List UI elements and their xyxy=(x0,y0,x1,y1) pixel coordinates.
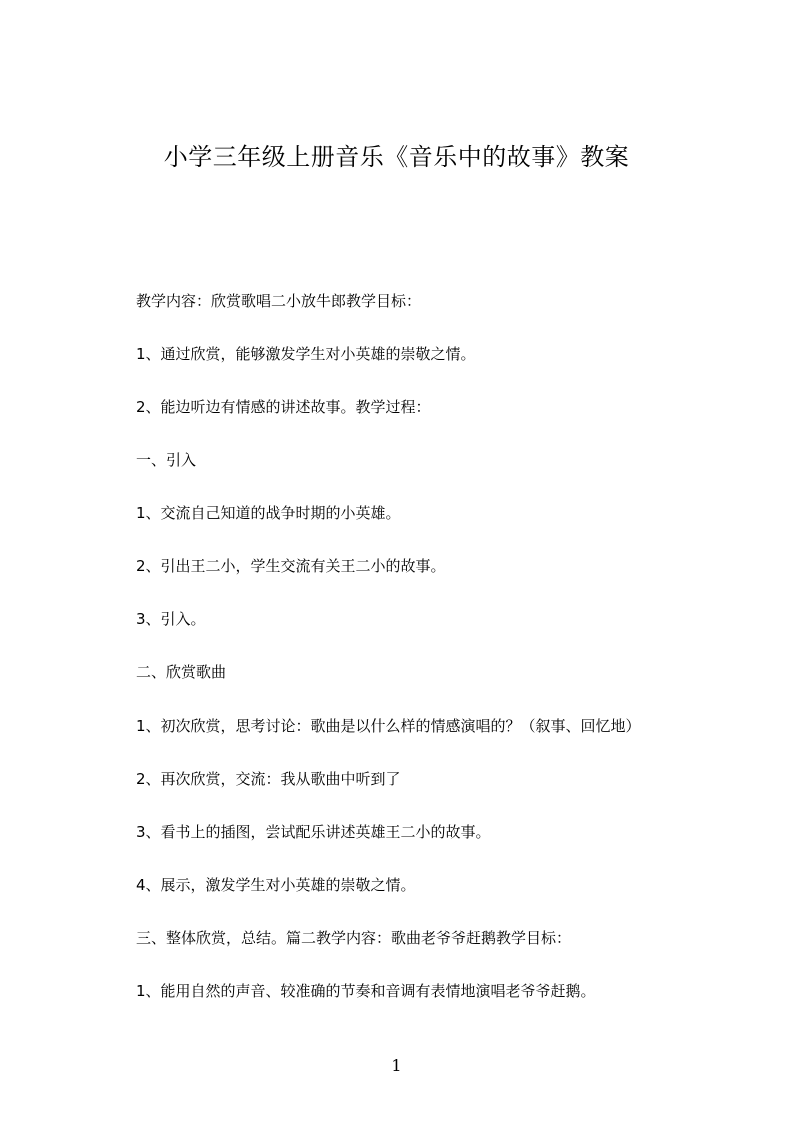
paragraph-intro-1: 1、交流自己知道的战争时期的小英雄。 xyxy=(136,504,401,522)
paragraph-appreciate-1: 1、初次欣赏，思考讨论：歌曲是以什么样的情感演唱的？（叙事、回忆地） xyxy=(136,717,641,735)
paragraph-appreciate-4: 4、展示，激发学生对小英雄的崇敬之情。 xyxy=(136,876,416,894)
paragraph-appreciate-3: 3、看书上的插图，尝试配乐讲述英雄王二小的故事。 xyxy=(136,823,491,841)
paragraph-appreciate-2: 2、再次欣赏，交流：我从歌曲中听到了 xyxy=(136,770,401,788)
paragraph-intro-2: 2、引出王二小，学生交流有关王二小的故事。 xyxy=(136,557,446,575)
page-number: 1 xyxy=(391,1056,402,1075)
document-title: 小学三年级上册音乐《音乐中的故事》教案 xyxy=(163,143,630,171)
section-heading-summary: 三、整体欣赏，总结。篇二教学内容：歌曲老爷爷赶鹅教学目标： xyxy=(136,929,572,947)
paragraph-intro-3: 3、引入。 xyxy=(136,610,206,628)
paragraph-goal-2-1: 1、能用自然的声音、较准确的节奏和音调有表情地演唱老爷爷赶鹅。 xyxy=(136,982,596,1000)
paragraph-goal-1: 1、通过欣赏，能够激发学生对小英雄的崇敬之情。 xyxy=(136,345,476,363)
section-heading-intro: 一、引入 xyxy=(136,451,197,469)
section-heading-appreciate: 二、欣赏歌曲 xyxy=(136,663,227,681)
paragraph-teaching-content: 教学内容：欣赏歌唱二小放牛郎教学目标： xyxy=(136,292,422,310)
paragraph-goal-2: 2、能边听边有情感的讲述故事。教学过程： xyxy=(136,398,431,416)
